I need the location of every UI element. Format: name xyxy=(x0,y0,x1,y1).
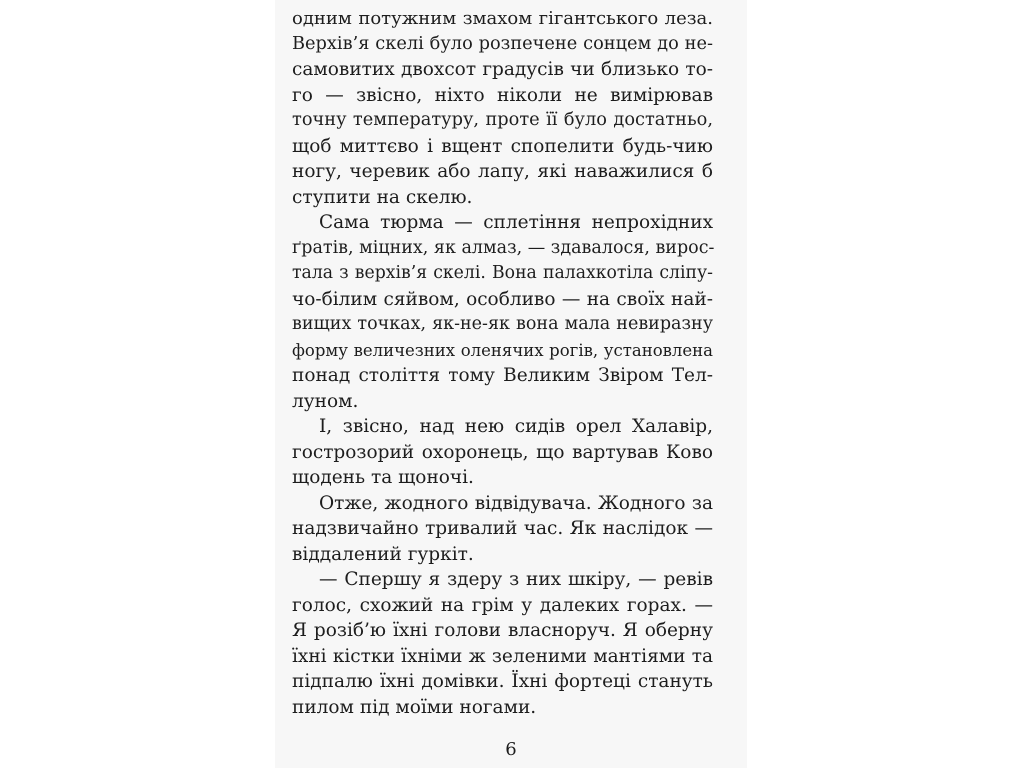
text-line: Верхів’я скелі було розпечене сонцем до не- xyxy=(292,33,713,54)
text-line: пилом під моїми ногами. xyxy=(292,696,537,718)
text-line: І, звісно, над нею сидів орел Халавір, xyxy=(319,416,713,437)
text-line: — Спершу я здеру з них шкіру, — ревів xyxy=(319,569,713,590)
text-line: щоб миттєво і вщент спопелити будь-чию xyxy=(292,135,713,157)
text-line: Я розіб’ю їхні голови власноруч. Я оберну xyxy=(292,620,713,641)
text-line: самовитих двохсот градусів чи близько то- xyxy=(292,59,713,80)
text-line: ґратів, міцних, як алмаз, — здавалося, вирос- xyxy=(292,237,715,258)
text-line: гострозорий охоронець, що вартував Ково xyxy=(292,441,713,463)
text-line: тала з верхів’я скелі. Вона палахкотіла сліпу- xyxy=(292,263,713,283)
text-line: віддалений гуркіт. xyxy=(292,543,474,565)
page-body-text xyxy=(292,6,713,720)
text-line: підпалю їхні домівки. Їхні фортеці стануть xyxy=(292,671,713,692)
text-line: луном. xyxy=(292,390,359,412)
book-page xyxy=(275,0,747,768)
text-line: Сама тюрма — сплетіння непрохідних xyxy=(319,212,713,233)
text-line: чо-білим сяйвом, особливо — на своїх най- xyxy=(292,288,713,310)
page-number: 6 xyxy=(505,739,517,760)
text-line: надзвичайно тривалий час. Як наслідок — xyxy=(292,518,713,539)
text-line: вищих точках, як-не-як вона мала невиразну xyxy=(292,314,713,334)
text-line: голос, схожий на грім у далеких горах. — xyxy=(292,594,713,616)
text-line: форму величезних оленячих рогів, установлена xyxy=(292,340,713,360)
text-line: го — звісно, ніхто ніколи не вимірював xyxy=(292,84,713,106)
text-line: їхні кістки їхніми ж зеленими мантіями та xyxy=(292,645,713,667)
text-line: ступити на скелю. xyxy=(292,186,473,208)
text-line: понад століття тому Великим Звіром Тел- xyxy=(292,365,713,386)
text-line: одним потужним змахом гігантського леза. xyxy=(292,8,713,29)
text-line: щодень та щоночі. xyxy=(292,467,474,488)
text-line: Отже, жодного відвідувача. Жодного за xyxy=(319,492,713,514)
text-line: точну температуру, проте її було достатньо, xyxy=(292,110,713,130)
text-line: ногу, черевик або лапу, які наважилися б xyxy=(292,161,713,182)
